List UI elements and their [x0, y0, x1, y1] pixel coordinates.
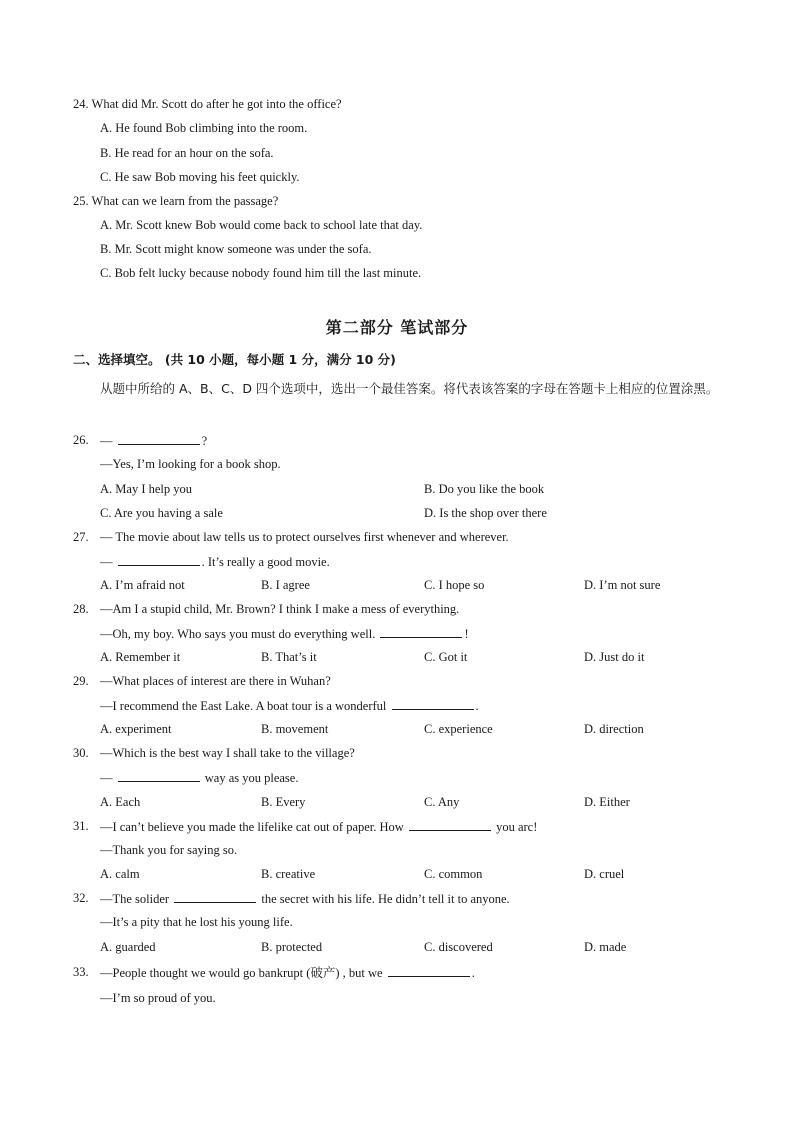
q31-line1: —I can’t believe you made the lifelike cat out of paper. How you arc! [100, 820, 538, 834]
q32-option-d: D. made [584, 940, 627, 954]
q29-option-a: A. experiment [100, 722, 172, 736]
q25-option-a: A. Mr. Scott knew Bob would come back to school late that day. [100, 218, 423, 232]
section-heading: 二、选择填空。 (共 10 小题，每小题 1 分，满分 10 分) [73, 352, 396, 367]
question-number: 32. [73, 891, 89, 905]
q24-option-c: C. He saw Bob moving his feet quickly. [100, 170, 300, 184]
q24-option-a: A. He found Bob climbing into the room. [100, 121, 308, 135]
q25-stem: 25. What can we learn from the passage? [73, 194, 279, 208]
q25-option-b: B. Mr. Scott might know someone was under the sofa. [100, 242, 372, 256]
q33-line2: —I’m so proud of you. [100, 991, 216, 1005]
q28-option-b: B. That’s it [261, 650, 317, 664]
q26-line2: —Yes, I’m looking for a book shop. [100, 457, 281, 471]
q28-option-d: D. Just do it [584, 650, 645, 664]
question-number: 31. [73, 819, 89, 833]
q31-option-b: B. creative [261, 867, 316, 881]
part-title: 第二部分 笔试部分 [325, 318, 469, 337]
q27-option-a: A. I’m afraid not [100, 578, 185, 592]
q29-option-c: C. experience [424, 722, 493, 736]
answer-blank [388, 964, 470, 977]
q27-line1: — The movie about law tells us to protect ourselves first whenever and wherever. [100, 530, 509, 544]
question-number: 26. [73, 433, 89, 447]
answer-blank [380, 625, 462, 638]
question-number: 29. [73, 674, 89, 688]
q31-option-c: C. common [424, 867, 483, 881]
q28-line2: —Oh, my boy. Who says you must do everything well. ! [100, 627, 469, 641]
question-number: 30. [73, 746, 89, 760]
q28-line1: —Am I a stupid child, Mr. Brown? I think I make a mess of everything. [100, 602, 460, 616]
q26-option-a: A. May I help you [100, 482, 192, 496]
answer-blank [409, 818, 491, 831]
q30-option-c: C. Any [424, 795, 460, 809]
answer-blank [392, 697, 474, 710]
q26-option-c: C. Are you having a sale [100, 506, 223, 520]
section-instruction: 从题中所给的 A、B、C、D 四个选项中，选出一个最佳答案。将代表该答案的字母在答题卡上相应的位置涂黑。 [100, 381, 719, 396]
q28-option-a: A. Remember it [100, 650, 181, 664]
q27-option-b: B. I agree [261, 578, 310, 592]
question-number: 27. [73, 530, 89, 544]
q24-option-b: B. He read for an hour on the sofa. [100, 146, 274, 160]
q31-line2: —Thank you for saying so. [100, 843, 238, 857]
q27-option-c: C. I hope so [424, 578, 485, 592]
q29-option-d: D. direction [584, 722, 644, 736]
answer-blank [118, 432, 200, 445]
q26-option-b: B. Do you like the book [424, 482, 545, 496]
q32-line1: —The solider the secret with his life. He didn’t tell it to anyone. [100, 892, 510, 906]
q27-line2: — . It’s really a good movie. [100, 555, 330, 569]
q26-option-d: D. Is the shop over there [424, 506, 547, 520]
q32-option-c: C. discovered [424, 940, 493, 954]
answer-blank [174, 890, 256, 903]
q29-option-b: B. movement [261, 722, 329, 736]
answer-blank [118, 769, 200, 782]
q30-option-a: A. Each [100, 795, 141, 809]
question-number: 33. [73, 965, 89, 979]
q25-option-c: C. Bob felt lucky because nobody found him till the last minute. [100, 266, 422, 280]
q26-line1: — ? [100, 434, 208, 448]
q30-line2: — way as you please. [100, 771, 299, 785]
answer-blank [118, 553, 200, 566]
q33-line1: —People thought we would go bankrupt (破产) , but we . [100, 966, 475, 980]
q31-option-d: D. cruel [584, 867, 625, 881]
q31-option-a: A. calm [100, 867, 140, 881]
q30-option-b: B. Every [261, 795, 306, 809]
q32-line2: —It’s a pity that he lost his young life. [100, 915, 293, 929]
q32-option-a: A. guarded [100, 940, 156, 954]
q29-line2: —I recommend the East Lake. A boat tour is a wonderful . [100, 699, 479, 713]
q30-line1: —Which is the best way I shall take to the village? [100, 746, 355, 760]
question-number: 28. [73, 602, 89, 616]
q24-stem: 24. What did Mr. Scott do after he got into the office? [73, 97, 342, 111]
q28-option-c: C. Got it [424, 650, 468, 664]
q30-option-d: D. Either [584, 795, 630, 809]
q27-option-d: D. I’m not sure [584, 578, 661, 592]
q29-line1: —What places of interest are there in Wuhan? [100, 674, 331, 688]
q32-option-b: B. protected [261, 940, 323, 954]
